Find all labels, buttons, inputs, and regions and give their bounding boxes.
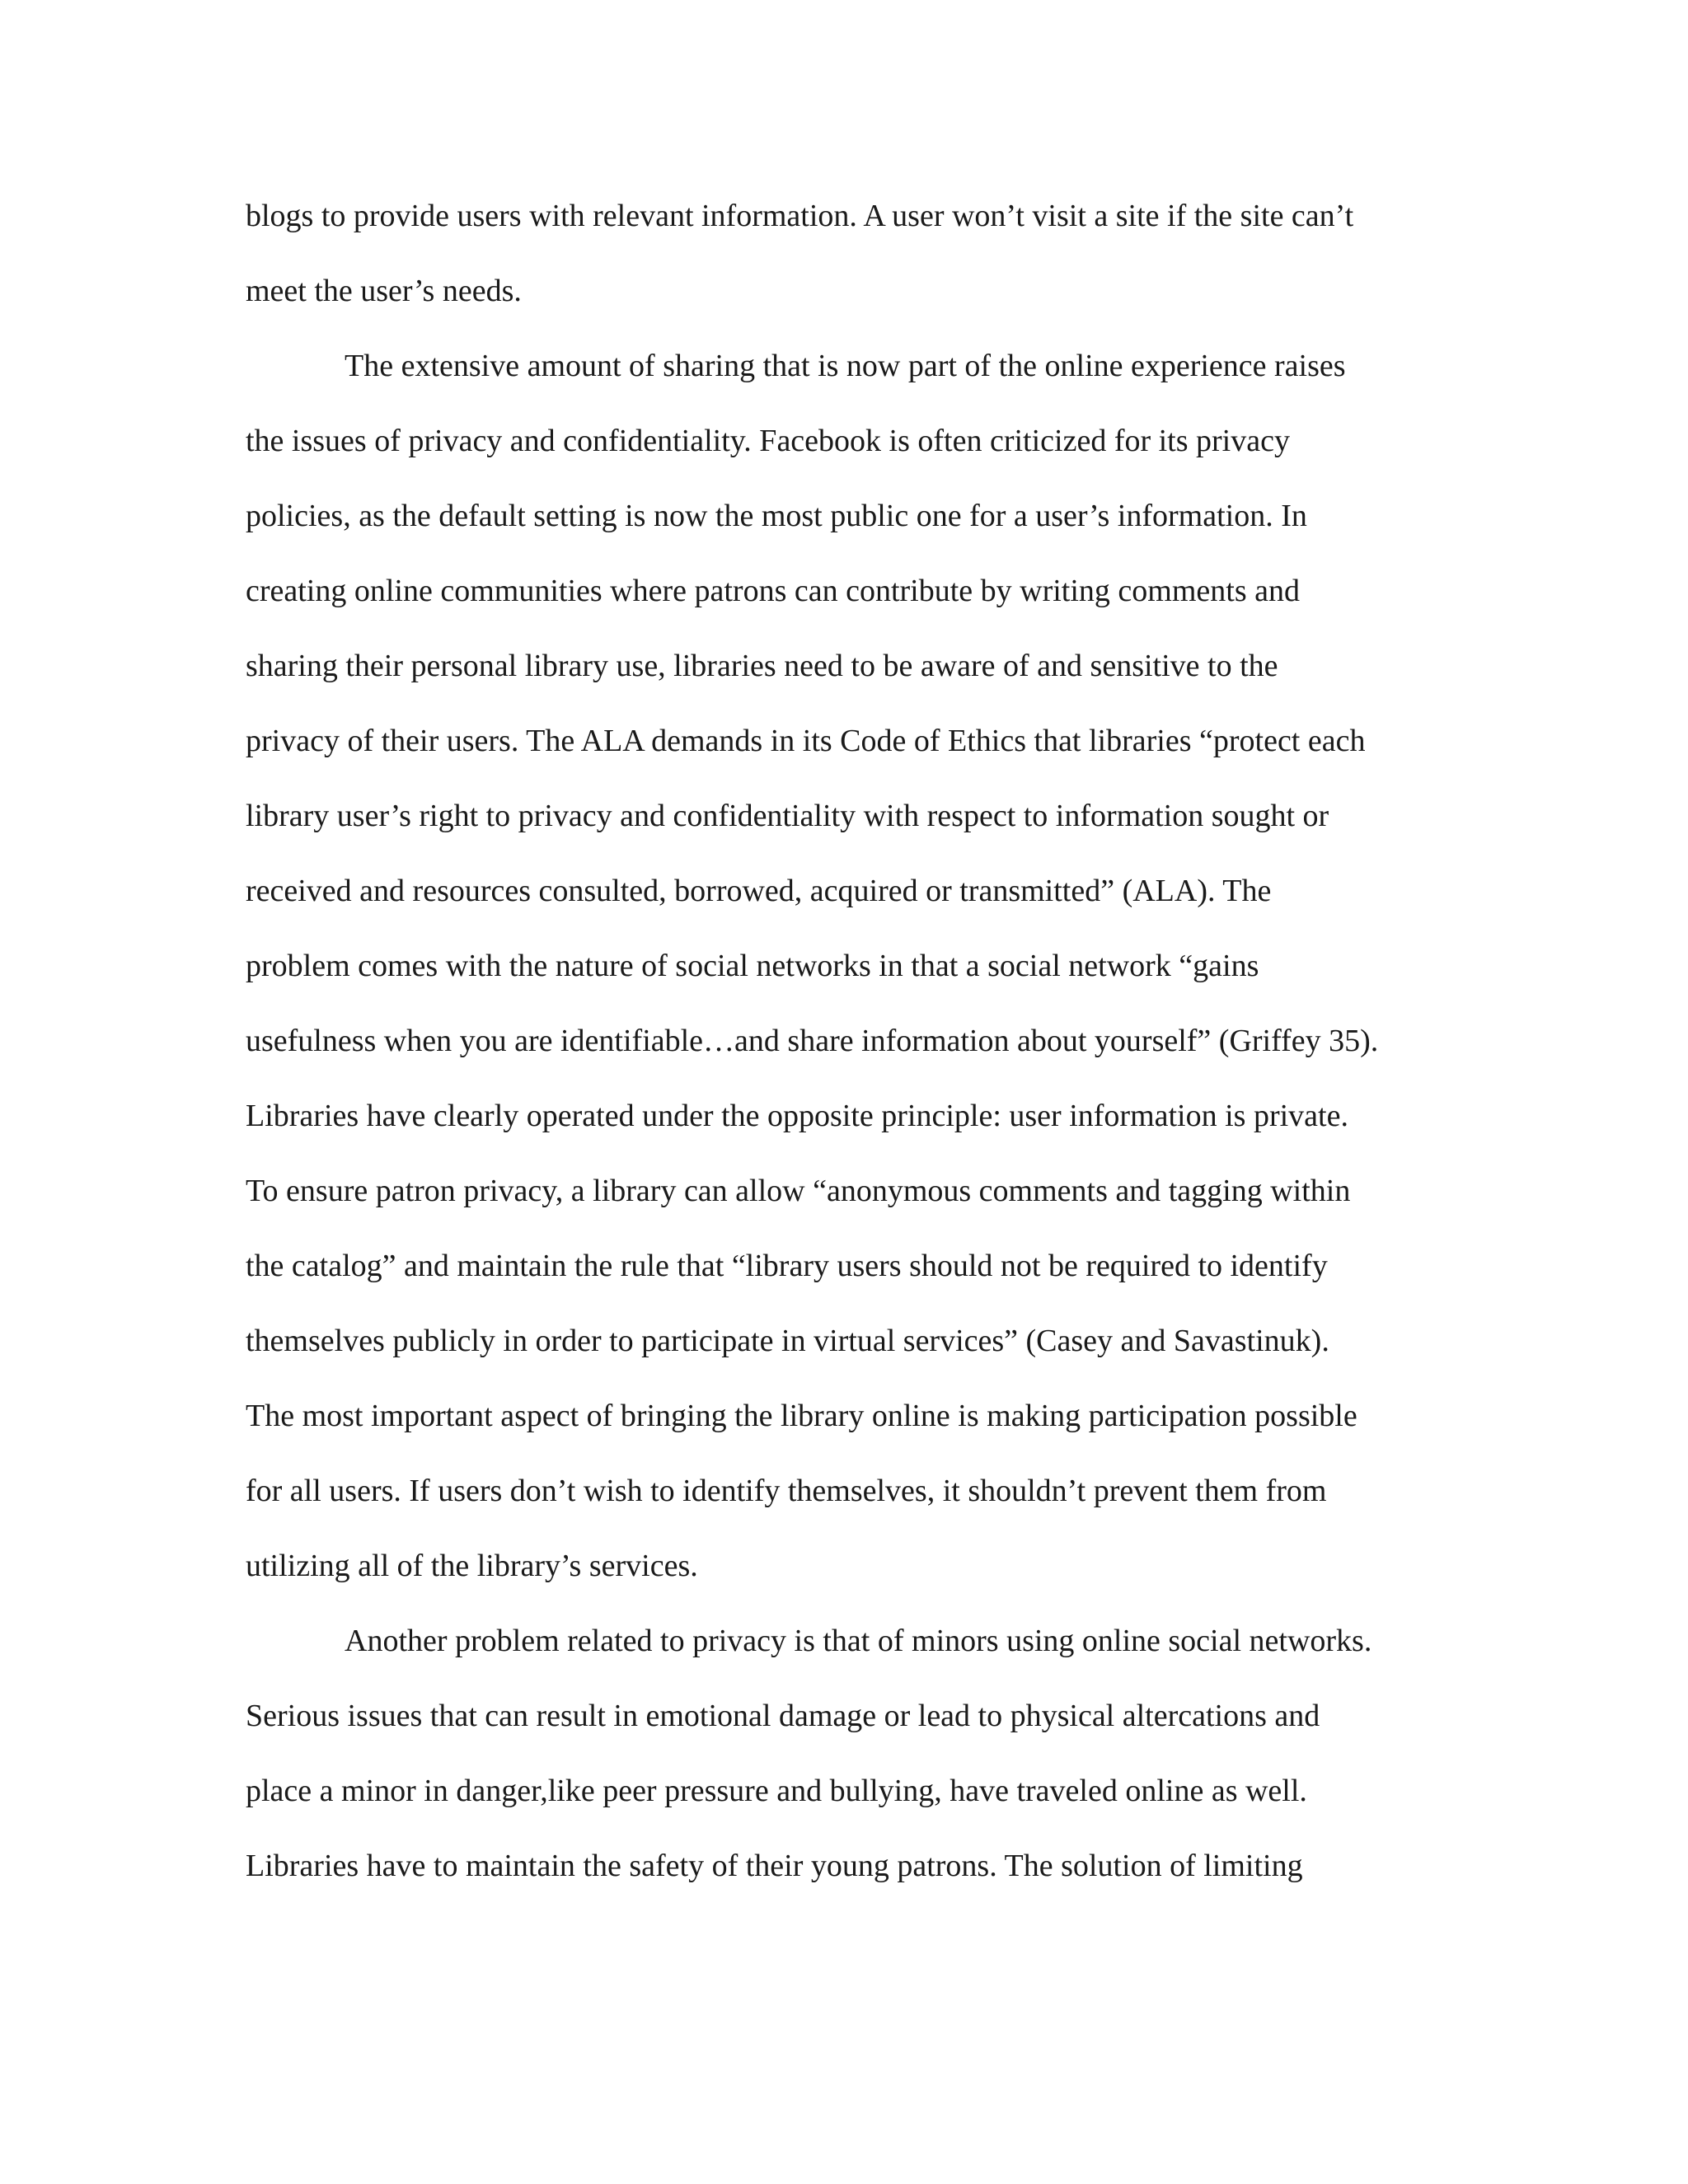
text-line-16: themselves publicly in order to participate in virtual services” (Casey and Savastinuk).	[246, 1324, 1329, 1358]
text-line-1: blogs to provide users with relevant information. A user won’t visit a site if the site can’t	[246, 199, 1354, 233]
text-line-21: Serious issues that can result in emotional damage or lead to physical altercations and	[246, 1699, 1320, 1733]
text-line-23: Libraries have to maintain the safety of their young patrons. The solution of limiting	[246, 1849, 1303, 1883]
text-line-19: utilizing all of the library’s services.	[246, 1549, 698, 1583]
text-line-7: sharing their personal library use, libraries need to be aware of and sensitive to the	[246, 649, 1278, 683]
text-line-8: privacy of their users. The ALA demands in its Code of Ethics that libraries “protect each	[246, 724, 1366, 758]
text-line-15: the catalog” and maintain the rule that “library users should not be required to identify	[246, 1249, 1328, 1283]
text-line-4: the issues of privacy and confidentiality. Facebook is often criticized for its privacy	[246, 424, 1290, 458]
text-line-2: meet the user’s needs.	[246, 274, 522, 308]
text-line-3: The extensive amount of sharing that is now part of the online experience raises	[345, 349, 1346, 383]
text-line-14: To ensure patron privacy, a library can allow “anonymous comments and tagging within	[246, 1174, 1351, 1208]
text-line-13: Libraries have clearly operated under the opposite principle: user information is private.	[246, 1099, 1348, 1133]
text-line-18: for all users. If users don’t wish to identify themselves, it shouldn’t prevent them from	[246, 1474, 1327, 1508]
text-line-6: creating online communities where patrons can contribute by writing comments and	[246, 574, 1300, 608]
text-line-9: library user’s right to privacy and confidentiality with respect to information sought or	[246, 799, 1329, 833]
text-line-5: policies, as the default setting is now the most public one for a user’s information. In	[246, 499, 1307, 533]
text-line-20: Another problem related to privacy is that of minors using online social networks.	[345, 1624, 1372, 1658]
text-line-10: received and resources consulted, borrowed, acquired or transmitted” (ALA). The	[246, 874, 1272, 908]
text-line-12: usefulness when you are identifiable…and share information about yourself” (Griffey 35).	[246, 1024, 1379, 1058]
text-line-22: place a minor in danger,like peer pressure and bullying, have traveled online as well.	[246, 1774, 1307, 1808]
text-line-17: The most important aspect of bringing the library online is making participation possible	[246, 1399, 1357, 1433]
text-line-11: problem comes with the nature of social networks in that a social network “gains	[246, 949, 1259, 983]
